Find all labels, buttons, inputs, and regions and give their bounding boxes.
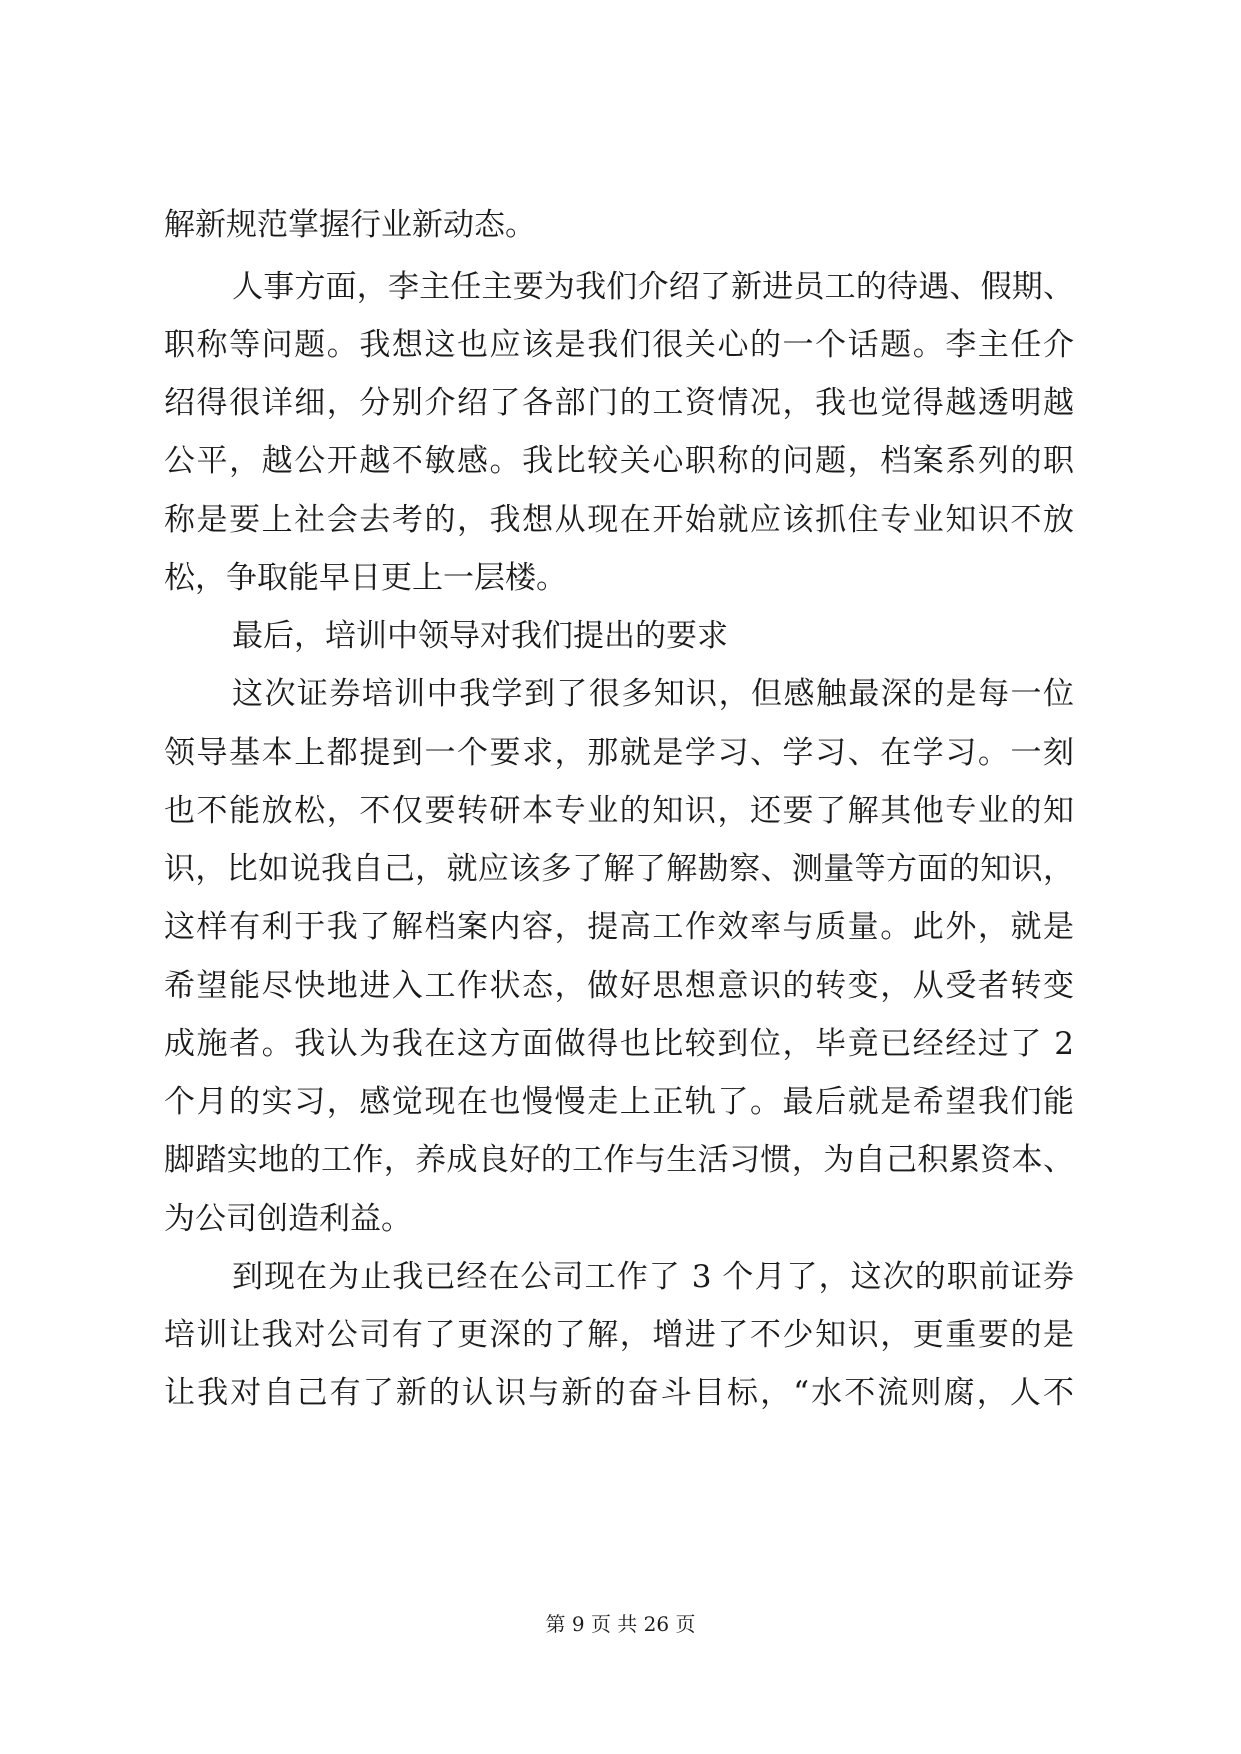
text-line-6: 称是要上社会去考的，我想从现在开始就应该抓住专业知识不放 xyxy=(164,502,1074,538)
text-line-16: 个月的实习，感觉现在也慢慢走上正轨了。最后就是希望我们能 xyxy=(164,1084,1074,1120)
page-number-footer: 第 9 页 共 26 页 xyxy=(545,1612,696,1636)
text-line-14: 希望能尽快地进入工作状态，做好思想意识的转变，从受者转变 xyxy=(164,968,1074,1004)
text-line-11: 也不能放松，不仅要转研本专业的知识，还要了解其他专业的知 xyxy=(164,793,1074,829)
text-line-19: 到现在为止我已经在公司工作了 3 个月了，这次的职前证券 xyxy=(232,1259,1074,1295)
text-line-2: 人事方面，李主任主要为我们介绍了新进员工的待遇、假期、 xyxy=(232,269,1074,305)
text-line-18: 为公司创造利益。 xyxy=(164,1201,412,1237)
text-line-5: 公平，越公开越不敏感。我比较关心职称的问题，档案系列的职 xyxy=(164,443,1074,479)
text-line-21: 让我对自己有了新的认识与新的奋斗目标，“水不流则腐，人不 xyxy=(164,1375,1074,1411)
text-line-10: 领导基本上都提到一个要求，那就是学习、学习、在学习。一刻 xyxy=(164,735,1074,771)
text-line-13: 这样有利于我了解档案内容，提高工作效率与质量。此外，就是 xyxy=(164,909,1074,945)
text-line-4: 绍得很详细，分别介绍了各部门的工资情况，我也觉得越透明越 xyxy=(164,385,1074,421)
text-line-3: 职称等问题。我想这也应该是我们很关心的一个话题。李主任介 xyxy=(164,327,1074,363)
text-line-17: 脚踏实地的工作，养成良好的工作与生活习惯，为自己积累资本、 xyxy=(164,1142,1074,1178)
text-line-9: 这次证券培训中我学到了很多知识，但感触最深的是每一位 xyxy=(232,676,1074,712)
section-heading: 最后，培训中领导对我们提出的要求 xyxy=(232,618,728,654)
text-line-1: 解新规范掌握行业新动态。 xyxy=(164,207,536,243)
text-line-7: 松，争取能早日更上一层楼。 xyxy=(164,560,567,596)
text-line-15: 成施者。我认为我在这方面做得也比较到位，毕竟已经经过了 2 xyxy=(164,1026,1074,1062)
text-line-12: 识，比如说我自己，就应该多了解了解勘察、测量等方面的知识， xyxy=(164,851,1074,887)
text-line-20: 培训让我对公司有了更深的了解，增进了不少知识，更重要的是 xyxy=(164,1317,1074,1353)
